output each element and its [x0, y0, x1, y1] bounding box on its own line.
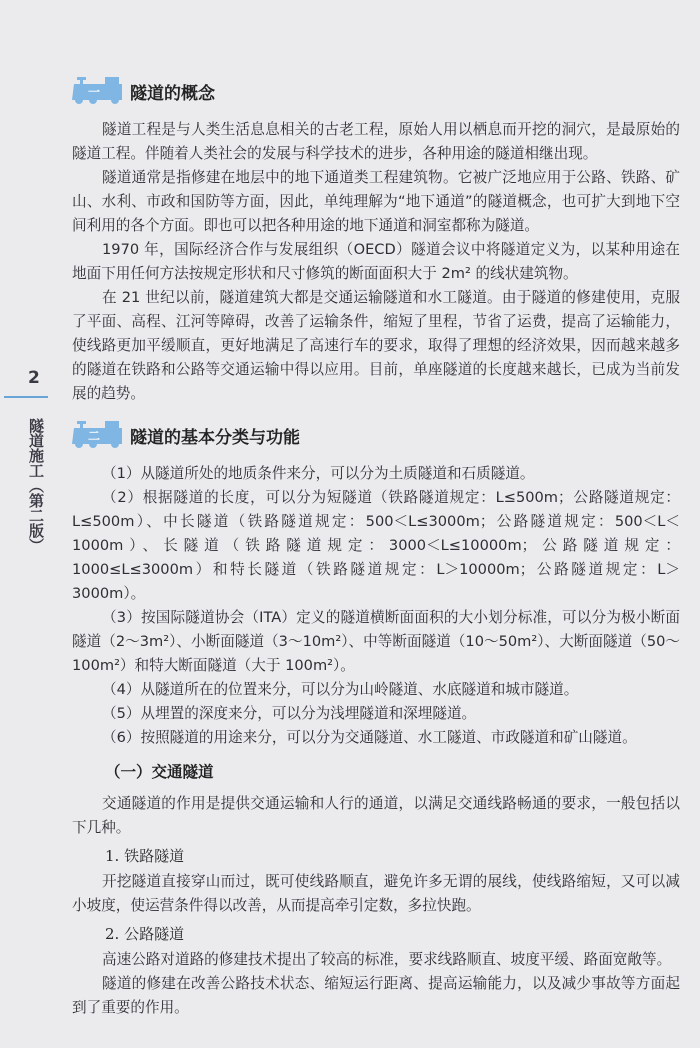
- section-2-body: [72, 462, 680, 750]
- locomotive-icon: [72, 74, 124, 108]
- item-title: 2. 公路隧道: [105, 925, 185, 943]
- section-number: 一: [87, 85, 101, 99]
- section-title: 隧道的概念: [130, 83, 215, 104]
- page-number: 2: [28, 368, 40, 388]
- list-item: （5）从埋置的深度来分，可以分为浅埋隧道和深埋隧道。: [102, 705, 477, 722]
- section-heading-2: [72, 418, 680, 452]
- paragraph: 交通隧道的作用是提供交通运输和人行的通道，以满足交通线路畅通的要求，一般包括以下几种。: [72, 795, 680, 836]
- paragraph: 隧道的修建在改善公路技术状态、缩短运行距离、提高运输能力，以及减少事故等方面起到了重要的作用。: [72, 975, 680, 1016]
- paragraph: 隧道通常是指修建在地层中的地下通道类工程建筑物。它被广泛地应用于公路、铁路、矿山、水利、市政和国防等方面，因此，单纯理解为“地下通道”的隧道概念，也可扩大到地下空间利用的各个方面。即也可以把各种用途的地下通道和洞室都称为隧道。: [72, 169, 680, 234]
- paragraph: 1970 年，国际经济合作与发展组织（OECD）隧道会议中将隧道定义为，以某种用途在地面下用任何方法按规定形状和尺寸修筑的断面面积大于 2m² 的线状建筑物。: [72, 241, 680, 282]
- list-item: （1）从隧道所处的地质条件来分，可以分为土质隧道和石质隧道。: [102, 465, 535, 482]
- page-number-rule: [4, 396, 48, 398]
- section-title: 隧道的基本分类与功能: [130, 427, 300, 448]
- item-body: [72, 948, 680, 1020]
- book-title-vertical: 隧道施工（第二版）: [27, 418, 45, 553]
- paragraph: 在 21 世纪以前，隧道建筑大都是交通运输隧道和水工隧道。由于隧道的修建使用，克服了平面、高程、江河等障碍，改善了运输条件，缩短了里程，节省了运费，提高了运输能力，使线路更加平缓顺直，更好地满足了高速行车的要求，取得了理想的经济效果，因而越来越多的隧道在铁路和公路等交通运输中得以应用。目前，单座隧道的长度越来越长，已成为当前发展的趋势。: [72, 289, 680, 402]
- subsection-intro: [72, 792, 680, 840]
- list-item: （4）从隧道所在的位置来分，可以分为山岭隧道、水底隧道和城市隧道。: [102, 681, 579, 698]
- list-item: （2）根据隧道的长度，可以分为短隧道（铁路隧道规定：L≤500m；公路隧道规定：L≤500m）、中长隧道（铁路隧道规定：500＜L≤3000m；公路隧道规定：500＜L＜1000m）、长隧道（铁路隧道规定：3000＜L≤10000m；公路隧道规定：1000≤L≤3000m）和特长隧道（铁路隧道规定：L＞10000m；公路隧道规定：L＞3000m）。: [72, 489, 680, 602]
- item-title: 1. 铁路隧道: [105, 847, 185, 865]
- main-column: [72, 74, 680, 1020]
- list-item: （3）按国际隧道协会（ITA）定义的隧道横断面面积的大小划分标准，可以分为极小断面隧道（2～3m²）、小断面隧道（3～10m²）、中等断面隧道（10～50m²）、大断面隧道（50～100m²）和特大断面隧道（大于 100m²）。: [72, 609, 680, 674]
- paragraph: 高速公路对道路的修建技术提出了较高的标准，要求线路顺直、坡度平缓、路面宽敞等。: [102, 951, 672, 968]
- section-1-body: [72, 118, 680, 406]
- paragraph: 开挖隧道直接穿山而过，既可使线路顺直，避免许多无谓的展线，使线路缩短，又可以减小坡度，使运营条件得以改善，从而提高牵引定数，多拉快跑。: [72, 873, 680, 914]
- item-body: [72, 870, 680, 918]
- list-item: （6）按照隧道的用途来分，可以分为交通隧道、水工隧道、市政隧道和矿山隧道。: [102, 729, 637, 746]
- locomotive-icon: [72, 418, 124, 452]
- section-number: 二: [87, 429, 101, 443]
- paragraph: 隧道工程是与人类生活息息相关的古老工程，原始人用以栖息而开挖的洞穴，是最原始的隧道工程。伴随着人类社会的发展与科学技术的进步，各种用途的隧道相继出现。: [72, 121, 680, 162]
- section-heading-1: [72, 74, 680, 108]
- subsection-title: （一）交通隧道: [105, 763, 214, 781]
